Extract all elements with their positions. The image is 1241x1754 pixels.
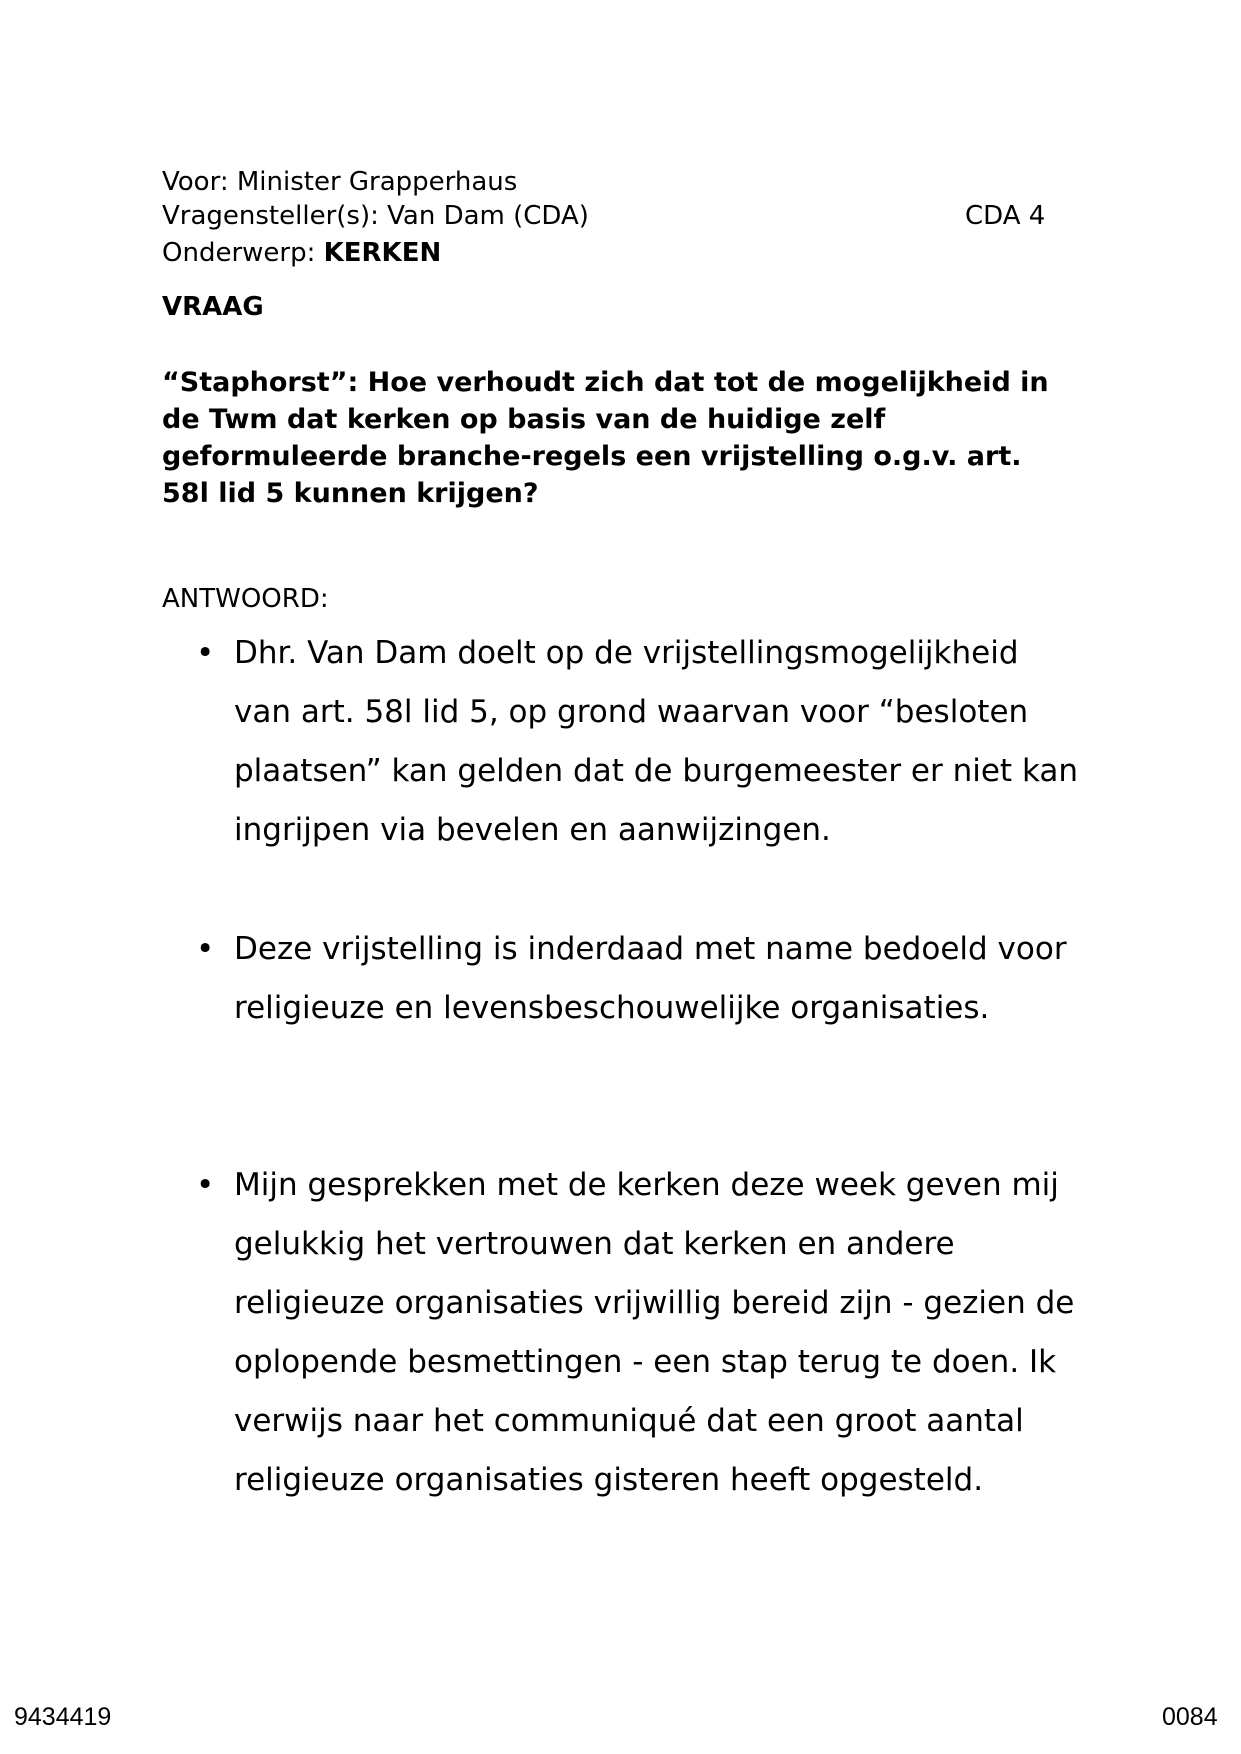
answer-bullet-3 — [196, 1156, 1084, 1510]
header-vragensteller — [162, 199, 589, 233]
answer-bullet-text: Mijn gesprekken met de kerken deze week geven mij gelukkig het vertrouwen dat kerken en andere religieuze organisaties vrijwillig bereid zijn - gezien de oplopende besmettingen - een stap terug te doen. Ik verwijs naar het communiqué dat een groot aantal religieuze organisaties gisteren heeft opgesteld. — [234, 1167, 1075, 1498]
header-voor — [162, 165, 517, 199]
onderwerp-label: Onderwerp: — [162, 238, 324, 268]
page-number: 0084 — [1162, 1703, 1218, 1731]
bullet-icon: • — [196, 931, 215, 967]
answer-bullet-2 — [196, 920, 1084, 1038]
document-number: 9434419 — [14, 1703, 112, 1731]
question-heading: VRAAG — [162, 292, 264, 322]
answer-bullet-text: Deze vrijstelling is inderdaad met name bedoeld voor religieuze en levensbeschouwelijke organisaties. — [234, 931, 1067, 1026]
voor-label: Voor: — [162, 167, 237, 197]
answer-bullet-text: Dhr. Van Dam doelt op de vrijstellingsmogelijkheid van art. 58l lid 5, op grond waarvan voor “besloten plaatsen” kan gelden dat de burgemeester er niet kan ingrijpen via bevelen en aanwijzingen. — [234, 635, 1078, 848]
answer-heading: ANTWOORD: — [162, 584, 329, 614]
voor-value: Minister Grapperhaus — [236, 167, 518, 197]
vragensteller-value: Van Dam (CDA) — [387, 201, 589, 231]
bullet-icon: • — [196, 635, 215, 671]
vragensteller-label: Vragensteller(s): — [162, 201, 388, 231]
onderwerp-value: KERKEN — [323, 238, 442, 268]
answer-bullet-1 — [196, 624, 1084, 860]
header-onderwerp — [162, 236, 441, 270]
bullet-icon: • — [196, 1167, 215, 1203]
question-text: “Staphorst”: Hoe verhoudt zich dat tot de mogelijkheid in de Twm dat kerken op basis van de huidige zelf geformuleerde branche-regels een vrijstelling o.g.v. art. 58l lid 5 kunnen krijgen? — [162, 367, 1049, 509]
reference-code: CDA 4 — [965, 201, 1046, 231]
